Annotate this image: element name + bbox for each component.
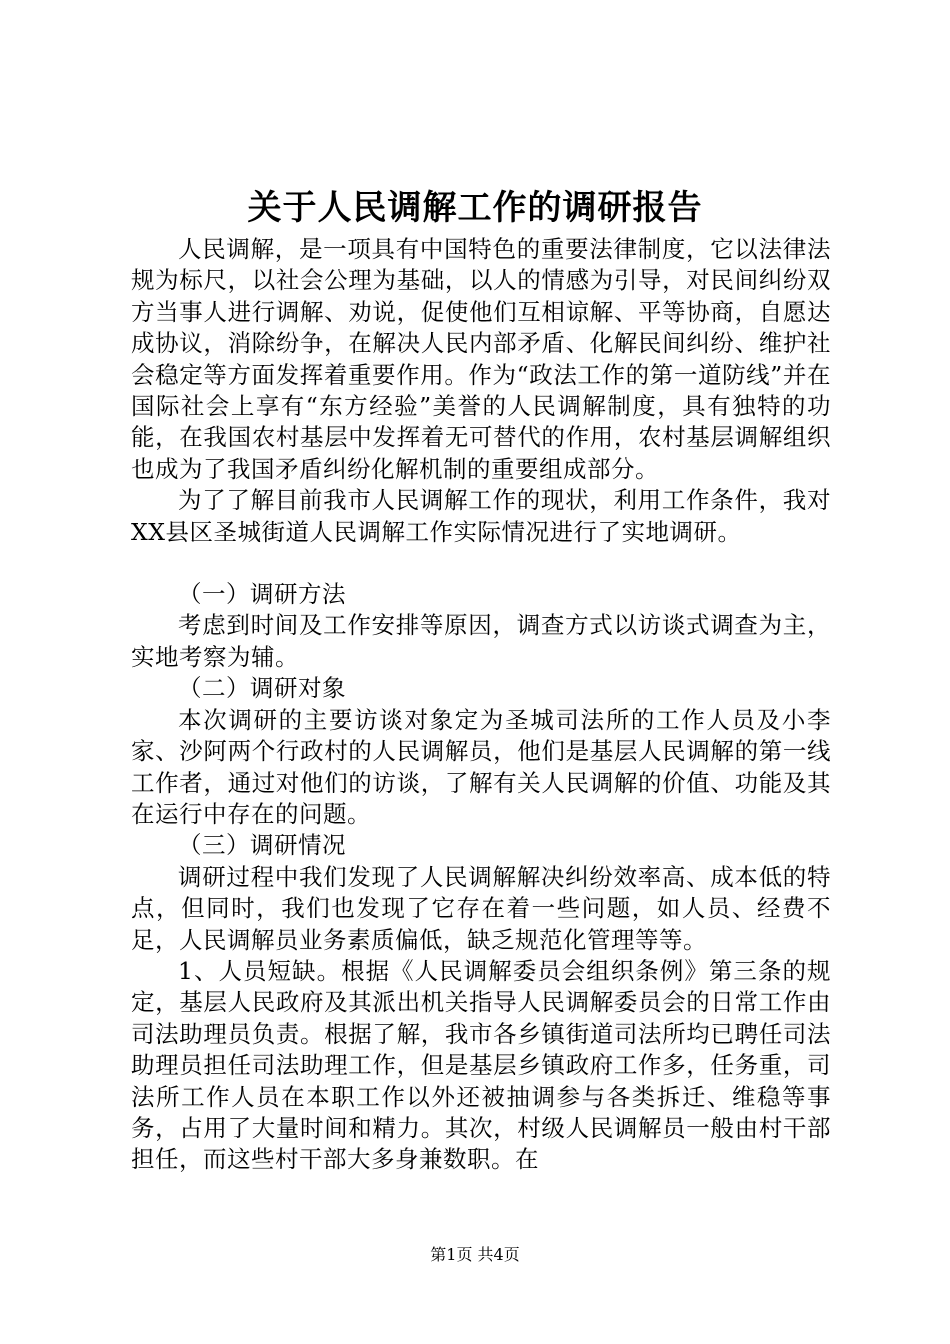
section-heading-subjects: （二）调研对象 [178,674,346,703]
paragraph-intro: 人民调解，是一项具有中国特色的重要法律制度，它以法律法规为标尺，以社会公理为基础，以人的情感为引导，对民间纠纷双方当事人进行调解、劝说，促使他们互相谅解、平等协商，自愿达成协议，消除纷争，在解决人民内部矛盾、化解民间纠纷、维护社会稳定等方面发挥着重要作用。作为“政法工作的第一道防线”并在国际社会上享有“东方经验”美誉的人民调解制度，具有独特的功能，在我国农村基层中发挥着无可替代的作用，农村基层调解组织也成为了我国矛盾纠纷化解机制的重要组成部分。 [131,235,831,483]
paragraph-method: 考虑到时间及工作安排等原因，调查方式以访谈式调查为主，实地考察为辅。 [131,611,831,671]
document-body [131,234,831,1176]
paragraph-findings: 调研过程中我们发现了人民调解解决纠纷效率高、成本低的特点，但同时，我们也发现了它存在着一些问题，如人员、经费不足，人民调解员业务素质偏低，缺乏规范化管理等等。 [131,862,831,954]
paragraph-subjects: 本次调研的主要访谈对象定为圣城司法所的工作人员及小李家、沙阿两个行政村的人民调解员，他们是基层人民调解的第一线工作者，通过对他们的访谈，了解有关人民调解的价值、功能及其在运行中存在的问题。 [131,705,831,828]
section-heading-method: （一）调研方法 [178,580,346,609]
page-footer: 第1页 共4页 [430,1245,520,1264]
paragraph-staff-shortage: 1、人员短缺。根据《人民调解委员会组织条例》第三条的规定，基层人民政府及其派出机关指导人民调解委员会的日常工作由司法助理员负责。根据了解，我市各乡镇街道司法所均已聘任司法助理员担任司法助理工作，但是基层乡镇政府工作多，任务重，司法所工作人员在本职工作以外还被抽调参与各类拆迁、维稳等事务，占用了大量时间和精力。其次，村级人民调解员一般由村干部担任，而这些村干部大多身兼数职。在 [131,956,831,1174]
document-title: 关于人民调解工作的调研报告 [247,188,703,228]
paragraph-purpose: 为了了解目前我市人民调解工作的现状，利用工作条件，我对XX县区圣城街道人民调解工作实际情况进行了实地调研。 [131,486,831,546]
section-heading-findings: （三）调研情况 [178,831,346,860]
